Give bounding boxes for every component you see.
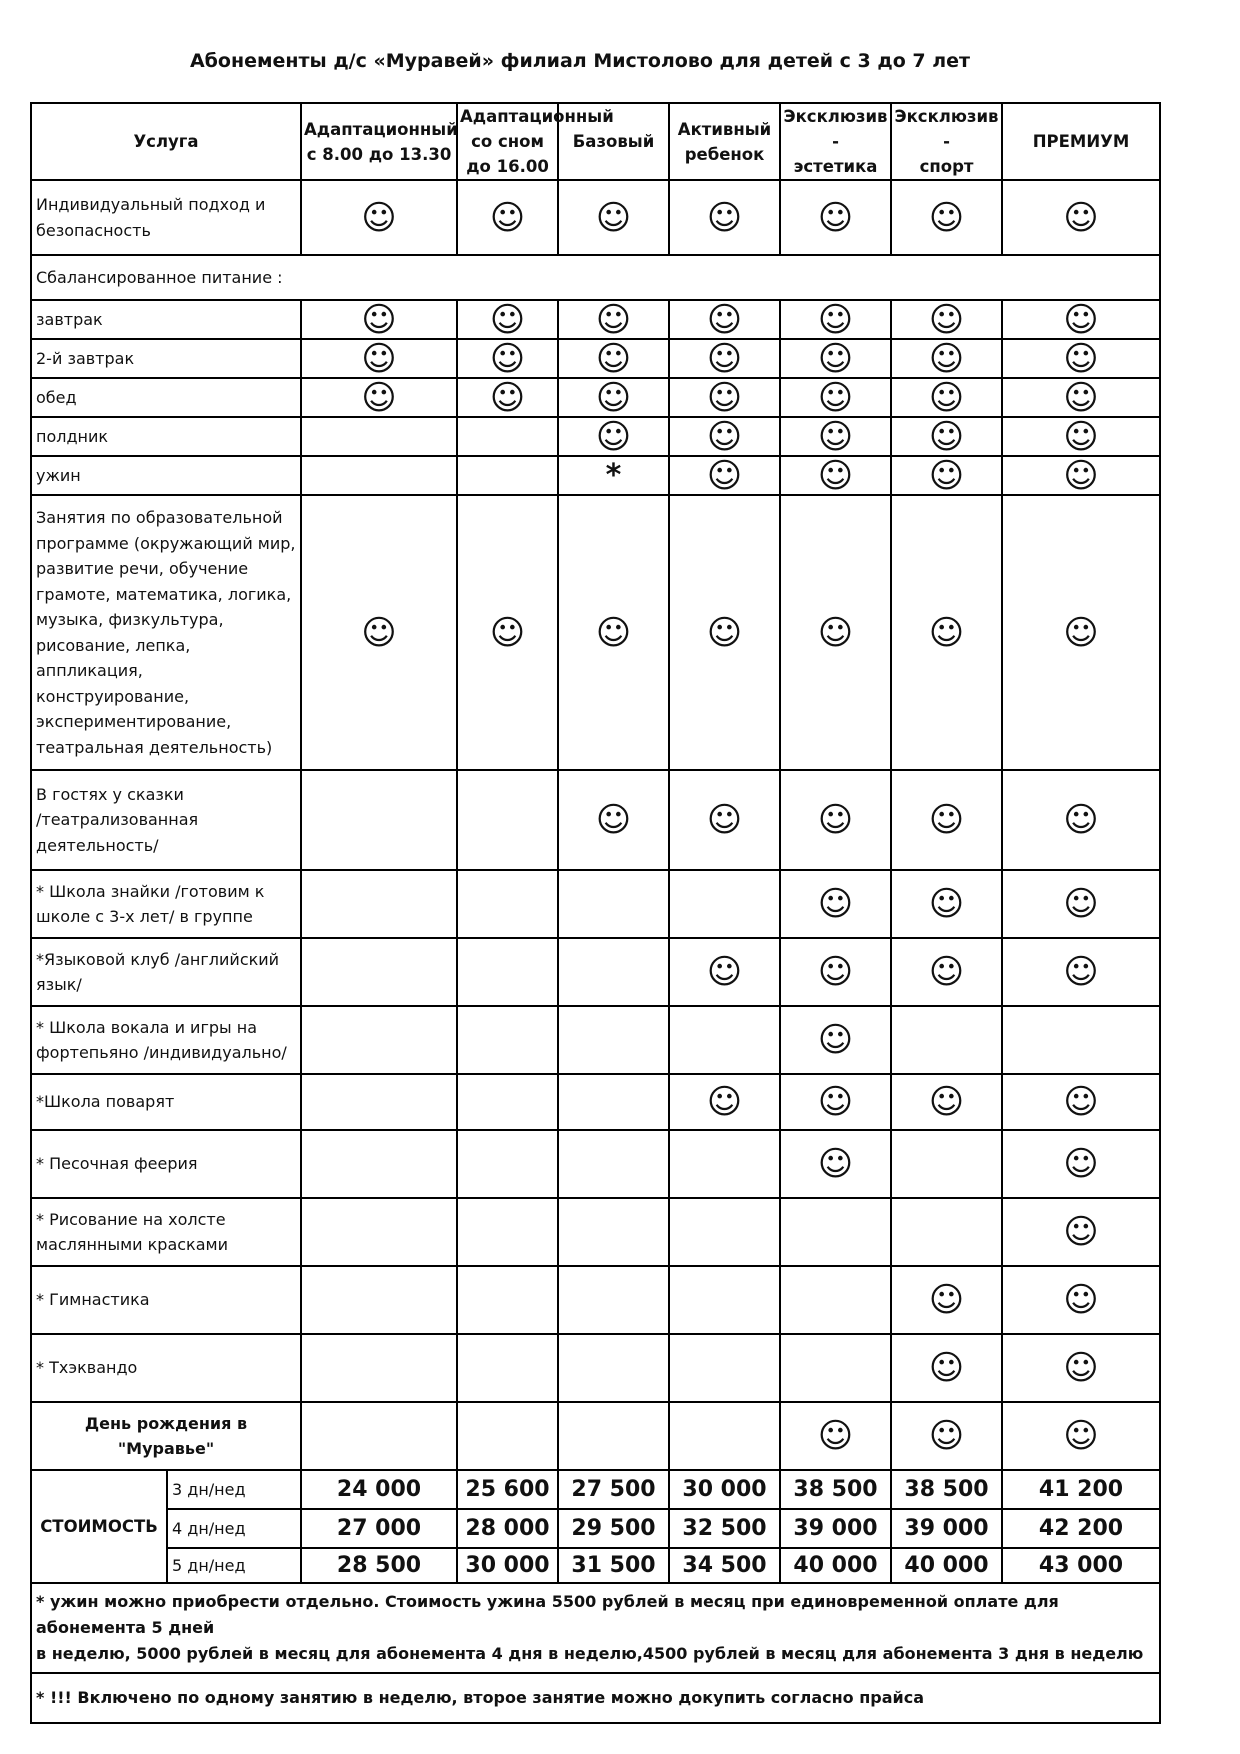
table-row bbox=[31, 1006, 1160, 1074]
cost-row bbox=[31, 1509, 1160, 1548]
price-cell: 43 000 bbox=[1002, 1548, 1160, 1583]
text-line: Занятия по образовательной bbox=[36, 508, 283, 527]
service-label bbox=[31, 1402, 301, 1470]
text-line: с 8.00 до 13.30 bbox=[306, 144, 452, 164]
smiley-icon: ☺ bbox=[780, 180, 891, 255]
empty-cell bbox=[457, 938, 558, 1006]
empty-cell bbox=[457, 1006, 558, 1074]
smiley-icon: ☺ bbox=[1002, 1198, 1160, 1266]
empty-cell bbox=[301, 456, 457, 495]
empty-cell bbox=[301, 1130, 457, 1198]
footnote bbox=[31, 1673, 1160, 1723]
empty-cell bbox=[891, 1198, 1002, 1266]
smiley-icon: ☺ bbox=[457, 378, 558, 417]
text-line: Базовый bbox=[572, 132, 655, 151]
service-label bbox=[31, 417, 301, 456]
service-label bbox=[31, 1006, 301, 1074]
text-line: завтрак bbox=[36, 309, 103, 329]
service-label bbox=[31, 300, 301, 339]
empty-cell bbox=[558, 1130, 669, 1198]
empty-cell bbox=[301, 1198, 457, 1266]
smiley-icon: ☺ bbox=[1002, 938, 1160, 1006]
empty-cell bbox=[558, 1334, 669, 1402]
price-cell: 27 000 bbox=[301, 1509, 457, 1548]
smiley-icon: ☺ bbox=[669, 456, 780, 495]
smiley-icon: ☺ bbox=[891, 180, 1002, 255]
price-cell: 32 500 bbox=[669, 1509, 780, 1548]
text-line: * Песочная феерия bbox=[36, 1154, 198, 1174]
smiley-icon: ☺ bbox=[669, 339, 780, 378]
text-line: Эксклюзив - bbox=[783, 107, 888, 151]
asterisk-icon: * bbox=[558, 456, 669, 495]
text-line: Индивидуальный подход и bbox=[36, 195, 266, 214]
price-cell: 28 500 bbox=[301, 1548, 457, 1583]
empty-cell bbox=[301, 938, 457, 1006]
smiley-icon: ☺ bbox=[558, 378, 669, 417]
text-line: *Языковой клуб /английский bbox=[36, 949, 280, 969]
price-cell: 41 200 bbox=[1002, 1470, 1160, 1509]
price-cell: 38 500 bbox=[780, 1470, 891, 1509]
text-line: развитие речи, обучение bbox=[36, 559, 249, 578]
service-label bbox=[31, 938, 301, 1006]
empty-cell bbox=[669, 1266, 780, 1334]
service-label bbox=[31, 1334, 301, 1402]
text-line: ребенок bbox=[684, 144, 765, 164]
header-plan-5 bbox=[891, 103, 1002, 180]
text-line: язык/ bbox=[36, 975, 82, 994]
table-row bbox=[31, 456, 1160, 495]
smiley-icon: ☺ bbox=[891, 938, 1002, 1006]
text-line: * Тхэквандо bbox=[36, 1358, 138, 1378]
empty-cell bbox=[301, 1402, 457, 1470]
text-line: маслянными красками bbox=[36, 1235, 228, 1254]
smiley-icon: ☺ bbox=[780, 870, 891, 938]
smiley-icon: ☺ bbox=[780, 1402, 891, 1470]
empty-cell bbox=[457, 1074, 558, 1130]
cost-row bbox=[31, 1548, 1160, 1583]
smiley-icon: ☺ bbox=[1002, 180, 1160, 255]
service-label bbox=[31, 1074, 301, 1130]
table-row bbox=[31, 1266, 1160, 1334]
empty-cell bbox=[558, 1006, 669, 1074]
price-cell: 24 000 bbox=[301, 1470, 457, 1509]
empty-cell bbox=[669, 870, 780, 938]
empty-cell bbox=[301, 1266, 457, 1334]
smiley-icon: ☺ bbox=[1002, 378, 1160, 417]
empty-cell bbox=[457, 870, 558, 938]
service-label bbox=[31, 1198, 301, 1266]
empty-cell bbox=[891, 1006, 1002, 1074]
header-service: Услуга bbox=[31, 103, 301, 180]
text-line: Активный bbox=[677, 119, 772, 139]
smiley-icon: ☺ bbox=[669, 495, 780, 770]
text-line: * ужин можно приобрести отдельно. Стоимость ужина 5500 рублей в месяц при единовременной оплате для абонемента 5 дней bbox=[36, 1592, 1059, 1637]
empty-cell bbox=[457, 417, 558, 456]
smiley-icon: ☺ bbox=[891, 456, 1002, 495]
text-line: * !!! Включено по одному занятию в неделю, второе занятие можно докупить согласно прайса bbox=[36, 1688, 925, 1707]
text-line: /театрализованная bbox=[36, 810, 199, 830]
smiley-icon: ☺ bbox=[780, 417, 891, 456]
table-row bbox=[31, 870, 1160, 938]
price-cell: 42 200 bbox=[1002, 1509, 1160, 1548]
empty-cell bbox=[558, 870, 669, 938]
text-line: В гостях у сказки bbox=[36, 784, 184, 804]
subscriptions-table bbox=[30, 102, 1161, 1724]
table-row bbox=[31, 180, 1160, 255]
empty-cell bbox=[669, 1334, 780, 1402]
smiley-icon: ☺ bbox=[780, 938, 891, 1006]
price-cell: 29 500 bbox=[558, 1509, 669, 1548]
header-row bbox=[31, 103, 1160, 180]
table-row bbox=[31, 770, 1160, 870]
service-label bbox=[31, 1130, 301, 1198]
empty-cell bbox=[558, 938, 669, 1006]
table-row bbox=[31, 1074, 1160, 1130]
empty-cell bbox=[1002, 1006, 1160, 1074]
empty-cell bbox=[457, 1266, 558, 1334]
empty-cell bbox=[457, 456, 558, 495]
service-label bbox=[31, 770, 301, 870]
smiley-icon: ☺ bbox=[780, 495, 891, 770]
text-line: Эксклюзив - bbox=[894, 107, 999, 151]
smiley-icon: ☺ bbox=[891, 1402, 1002, 1470]
days-per-week: 4 дн/нед bbox=[167, 1509, 301, 1548]
service-label bbox=[31, 180, 301, 255]
smiley-icon: ☺ bbox=[1002, 495, 1160, 770]
footnote bbox=[31, 1583, 1160, 1673]
empty-cell bbox=[457, 1402, 558, 1470]
price-cell: 38 500 bbox=[891, 1470, 1002, 1509]
empty-cell bbox=[669, 1006, 780, 1074]
table-row bbox=[31, 378, 1160, 417]
smiley-icon: ☺ bbox=[558, 417, 669, 456]
smiley-icon: ☺ bbox=[780, 339, 891, 378]
text-line: спорт bbox=[919, 157, 974, 176]
empty-cell bbox=[558, 1402, 669, 1470]
smiley-icon: ☺ bbox=[891, 417, 1002, 456]
smiley-icon: ☺ bbox=[301, 378, 457, 417]
empty-cell bbox=[780, 1334, 891, 1402]
smiley-icon: ☺ bbox=[301, 180, 457, 255]
smiley-icon: ☺ bbox=[780, 1074, 891, 1130]
header-plan-0 bbox=[301, 103, 457, 180]
empty-cell bbox=[558, 1266, 669, 1334]
header-plan-6 bbox=[1002, 103, 1160, 180]
smiley-icon: ☺ bbox=[1002, 417, 1160, 456]
price-cell: 40 000 bbox=[891, 1548, 1002, 1583]
cost-row bbox=[31, 1470, 1160, 1509]
text-line: Сбалансированное питание : bbox=[36, 267, 283, 287]
smiley-icon: ☺ bbox=[1002, 1402, 1160, 1470]
smiley-icon: ☺ bbox=[780, 378, 891, 417]
header-plan-4 bbox=[780, 103, 891, 180]
smiley-icon: ☺ bbox=[780, 1006, 891, 1074]
smiley-icon: ☺ bbox=[891, 870, 1002, 938]
note-row bbox=[31, 1673, 1160, 1723]
price-cell: 39 000 bbox=[891, 1509, 1002, 1548]
service-label bbox=[31, 1266, 301, 1334]
service-label bbox=[31, 339, 301, 378]
smiley-icon: ☺ bbox=[780, 456, 891, 495]
empty-cell bbox=[780, 1266, 891, 1334]
text-line: обед bbox=[36, 387, 77, 407]
smiley-icon: ☺ bbox=[891, 339, 1002, 378]
text-line: театральная деятельность) bbox=[36, 737, 273, 757]
smiley-icon: ☺ bbox=[1002, 456, 1160, 495]
smiley-icon: ☺ bbox=[669, 417, 780, 456]
smiley-icon: ☺ bbox=[457, 180, 558, 255]
table-row bbox=[31, 495, 1160, 770]
table-row bbox=[31, 417, 1160, 456]
smiley-icon: ☺ bbox=[891, 378, 1002, 417]
smiley-icon: ☺ bbox=[891, 770, 1002, 870]
empty-cell bbox=[301, 770, 457, 870]
empty-cell bbox=[558, 1074, 669, 1130]
table-row bbox=[31, 1130, 1160, 1198]
price-cell: 30 000 bbox=[457, 1548, 558, 1583]
empty-cell bbox=[891, 1130, 1002, 1198]
text-line: экспериментирование, bbox=[36, 712, 232, 731]
smiley-icon: ☺ bbox=[669, 378, 780, 417]
smiley-icon: ☺ bbox=[558, 495, 669, 770]
smiley-icon: ☺ bbox=[891, 1266, 1002, 1334]
empty-cell bbox=[301, 870, 457, 938]
text-line: 2-й завтрак bbox=[36, 348, 135, 368]
header-plan-3 bbox=[669, 103, 780, 180]
empty-cell bbox=[669, 1402, 780, 1470]
text-line: День рождения в "Муравье" bbox=[84, 1413, 248, 1458]
text-line: музыка, физкультура, bbox=[36, 610, 224, 629]
price-cell: 40 000 bbox=[780, 1548, 891, 1583]
smiley-icon: ☺ bbox=[1002, 770, 1160, 870]
text-line: рисование, лепка, аппликация, bbox=[36, 635, 191, 680]
text-line: со сном до 16.00 bbox=[466, 132, 549, 176]
text-line: ПРЕМИУМ bbox=[1032, 132, 1130, 151]
days-per-week: 3 дн/нед bbox=[167, 1470, 301, 1509]
smiley-icon: ☺ bbox=[301, 495, 457, 770]
smiley-icon: ☺ bbox=[1002, 870, 1160, 938]
text-line: в неделю, 5000 рублей в месяц для абонемента 4 дня в неделю,4500 рублей в месяц для абонемента 3 дня в неделю bbox=[36, 1644, 1144, 1663]
price-cell: 34 500 bbox=[669, 1548, 780, 1583]
service-label bbox=[31, 495, 301, 770]
empty-cell bbox=[457, 1130, 558, 1198]
service-label bbox=[31, 870, 301, 938]
smiley-icon: ☺ bbox=[558, 180, 669, 255]
table-row bbox=[31, 300, 1160, 339]
text-line: деятельность/ bbox=[36, 835, 159, 855]
smiley-icon: ☺ bbox=[891, 1074, 1002, 1130]
days-per-week: 5 дн/нед bbox=[167, 1548, 301, 1583]
smiley-icon: ☺ bbox=[1002, 1266, 1160, 1334]
smiley-icon: ☺ bbox=[780, 300, 891, 339]
smiley-icon: ☺ bbox=[891, 1334, 1002, 1402]
service-label bbox=[31, 255, 1160, 300]
empty-cell bbox=[457, 1198, 558, 1266]
table-row bbox=[31, 1334, 1160, 1402]
empty-cell bbox=[669, 1198, 780, 1266]
empty-cell bbox=[780, 1198, 891, 1266]
smiley-icon: ☺ bbox=[301, 339, 457, 378]
text-line: * Школа вокала и игры на bbox=[36, 1017, 257, 1037]
service-label bbox=[31, 378, 301, 417]
smiley-icon: ☺ bbox=[891, 300, 1002, 339]
smiley-icon: ☺ bbox=[1002, 1130, 1160, 1198]
table-row bbox=[31, 1198, 1160, 1266]
text-line: Адаптационный bbox=[304, 119, 458, 139]
smiley-icon: ☺ bbox=[669, 1074, 780, 1130]
text-line: программе (окружающий мир, bbox=[36, 533, 296, 553]
smiley-icon: ☺ bbox=[558, 339, 669, 378]
text-line: безопасность bbox=[36, 220, 151, 240]
smiley-icon: ☺ bbox=[457, 339, 558, 378]
smiley-icon: ☺ bbox=[558, 300, 669, 339]
smiley-icon: ☺ bbox=[1002, 1334, 1160, 1402]
text-line: *Школа поварят bbox=[36, 1092, 175, 1112]
table-row bbox=[31, 938, 1160, 1006]
price-cell: 39 000 bbox=[780, 1509, 891, 1548]
smiley-icon: ☺ bbox=[1002, 339, 1160, 378]
text-line: грамоте, математика, логика, bbox=[36, 584, 292, 604]
smiley-icon: ☺ bbox=[1002, 1074, 1160, 1130]
text-line: Адаптационный bbox=[460, 107, 614, 126]
note-row bbox=[31, 1583, 1160, 1673]
text-line: ужин bbox=[36, 465, 81, 485]
price-cell: 27 500 bbox=[558, 1470, 669, 1509]
price-cell: 31 500 bbox=[558, 1548, 669, 1583]
cost-label: СТОИМОСТЬ bbox=[31, 1470, 167, 1583]
smiley-icon: ☺ bbox=[1002, 300, 1160, 339]
smiley-icon: ☺ bbox=[301, 300, 457, 339]
text-line: эстетика bbox=[793, 157, 878, 176]
empty-cell bbox=[669, 1130, 780, 1198]
empty-cell bbox=[457, 1334, 558, 1402]
smiley-icon: ☺ bbox=[780, 1130, 891, 1198]
empty-cell bbox=[457, 770, 558, 870]
empty-cell bbox=[301, 417, 457, 456]
smiley-icon: ☺ bbox=[457, 300, 558, 339]
table-row bbox=[31, 255, 1160, 300]
empty-cell bbox=[301, 1334, 457, 1402]
price-cell: 28 000 bbox=[457, 1509, 558, 1548]
smiley-icon: ☺ bbox=[457, 495, 558, 770]
empty-cell bbox=[301, 1074, 457, 1130]
table-row bbox=[31, 339, 1160, 378]
page-title: Абонементы д/с «Муравей» филиал Мистолово для детей с 3 до 7 лет bbox=[189, 50, 971, 72]
text-line: * Гимнастика bbox=[36, 1290, 150, 1310]
smiley-icon: ☺ bbox=[891, 495, 1002, 770]
service-label bbox=[31, 456, 301, 495]
table-row bbox=[31, 1402, 1160, 1470]
smiley-icon: ☺ bbox=[669, 770, 780, 870]
price-cell: 30 000 bbox=[669, 1470, 780, 1509]
smiley-icon: ☺ bbox=[558, 770, 669, 870]
smiley-icon: ☺ bbox=[669, 180, 780, 255]
text-line: * Рисование на холсте bbox=[36, 1209, 226, 1229]
price-cell: 25 600 bbox=[457, 1470, 558, 1509]
text-line: фортепьяно /индивидуально/ bbox=[36, 1043, 287, 1062]
text-line: конструирование, bbox=[36, 686, 190, 706]
empty-cell bbox=[301, 1006, 457, 1074]
smiley-icon: ☺ bbox=[780, 770, 891, 870]
text-line: * Школа знайки /готовим к bbox=[36, 881, 265, 901]
smiley-icon: ☺ bbox=[669, 300, 780, 339]
text-line: школе с 3-х лет/ в группе bbox=[36, 907, 253, 926]
empty-cell bbox=[558, 1198, 669, 1266]
smiley-icon: ☺ bbox=[669, 938, 780, 1006]
text-line: полдник bbox=[36, 426, 109, 446]
